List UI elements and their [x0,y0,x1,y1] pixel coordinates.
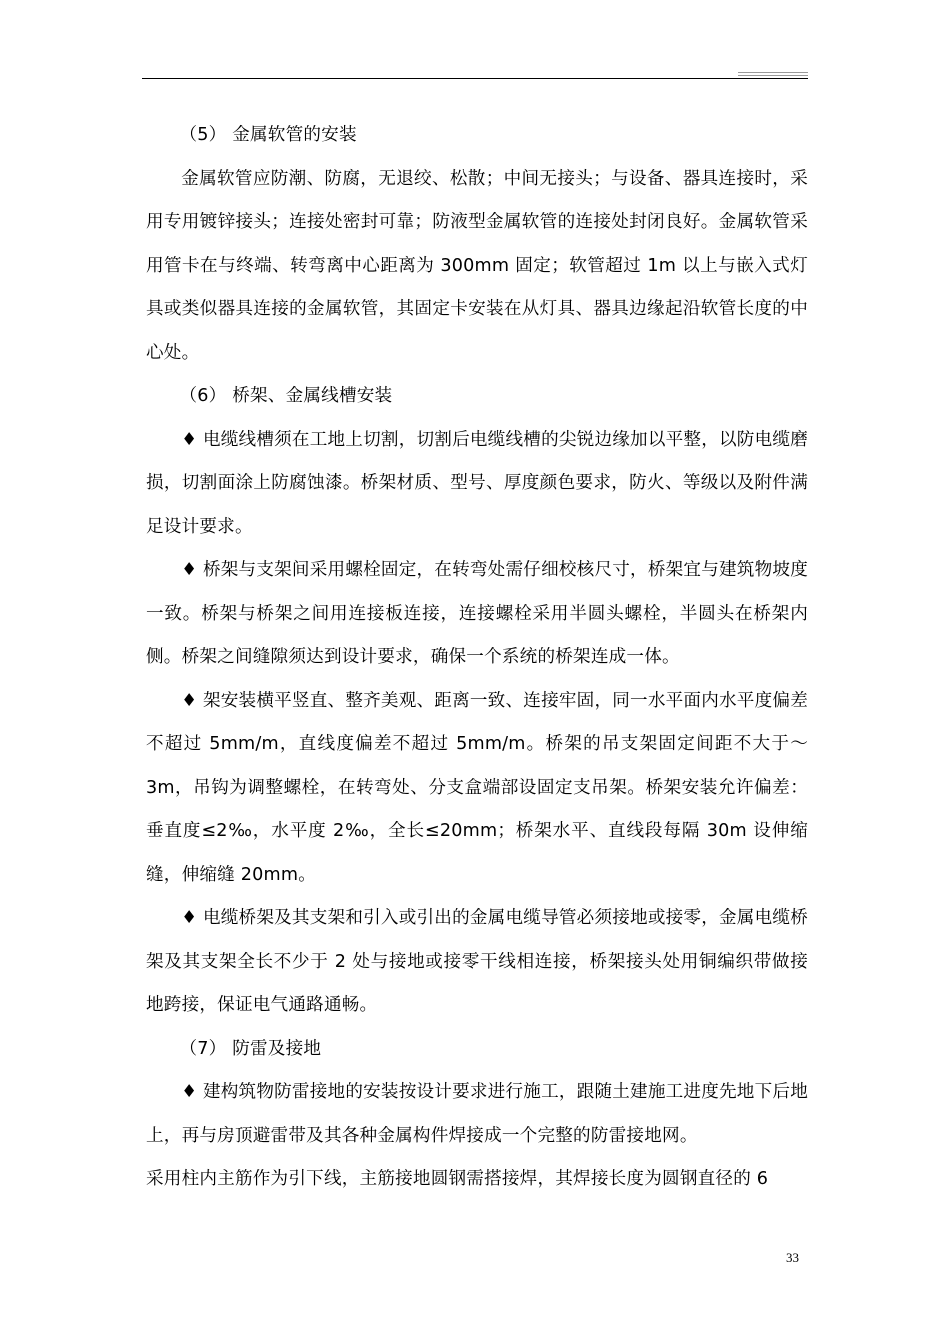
section-heading-7: （7） 防雷及接地 [179,1038,322,1059]
header-mark-lower [738,75,808,76]
paragraph-down-conductor: 采用柱内主筋作为引下线，主筋接地圆钢需搭接焊，其焊接长度为圆钢直径的 6 [146,1169,769,1189]
paragraph-metal-hose: 金属软管应防潮、防腐，无退绞、松散；中间无接头；与设备、器具连接时，采用专用镀锌接头；连接处密封可靠；防液型金属软管的连接处封闭良好。金属软管采用管卡在与终端、转弯离中心距离为 300mm 固定；软管超过 1m 以上与嵌入式灯具或类似器具连接的金属软管，其固定卡安装在从灯具、器具边缘起沿软管长度的中心处。 [146,168,808,363]
section-heading-5: （5） 金属软管的安装 [179,125,357,145]
header-rule [142,78,808,79]
document-body [146,114,808,1202]
section-heading-6: （6） 桥架、金属线槽安装 [179,386,393,406]
paragraph-lightning-protection: ♦ 建构筑物防雷接地的安装按设计要求进行施工，跟随土建施工进度先地下后地上，再与房顶避雷带及其各种金属构件焊接成一个完整的防雷接地网。 [146,1082,808,1146]
paragraph-bridge-bolting: ♦ 桥架与支架间采用螺栓固定，在转弯处需仔细校核尺寸，桥架宜与建筑物坡度一致。桥架与桥架之间用连接板连接，连接螺栓采用半圆头螺栓，半圆头在桥架内侧。桥架之间缝隙须达到设计要求，确保一个系统的桥架连成一体。 [146,560,808,667]
paragraph-trunking-cutting: ♦ 电缆线槽须在工地上切割，切割后电缆线槽的尖锐边缘加以平整，以防电缆磨损，切割面涂上防腐蚀漆。桥架材质、型号、厚度颜色要求，防火、等级以及附件满足设计要求。 [146,429,808,537]
paragraph-bridge-grounding: ♦ 电缆桥架及其支架和引入或引出的金属电缆导管必须接地或接零，金属电缆桥架及其支架全长不少于 2 处与接地或接零干线相连接，桥架接头处用铜编织带做接地跨接，保证电气通路通畅。 [146,908,808,1015]
paragraph-bridge-tolerance: ♦ 架安装横平竖直、整齐美观、距离一致、连接牢固，同一水平面内水平度偏差不超过 5mm/m，直线度偏差不超过 5mm/m。桥架的吊支架固定间距不大于～3m，吊钩为调整螺栓，在转弯处、分支盒端部设固定支吊架。桥架安装允许偏差：垂直度≤2‰，水平度 2‰，全长≤20mm；桥架水平、直线段每隔 30m 设伸缩缝，伸缩缝 20mm。 [146,690,808,885]
page-number: 33 [786,1250,799,1265]
header-mark-upper [738,72,808,73]
